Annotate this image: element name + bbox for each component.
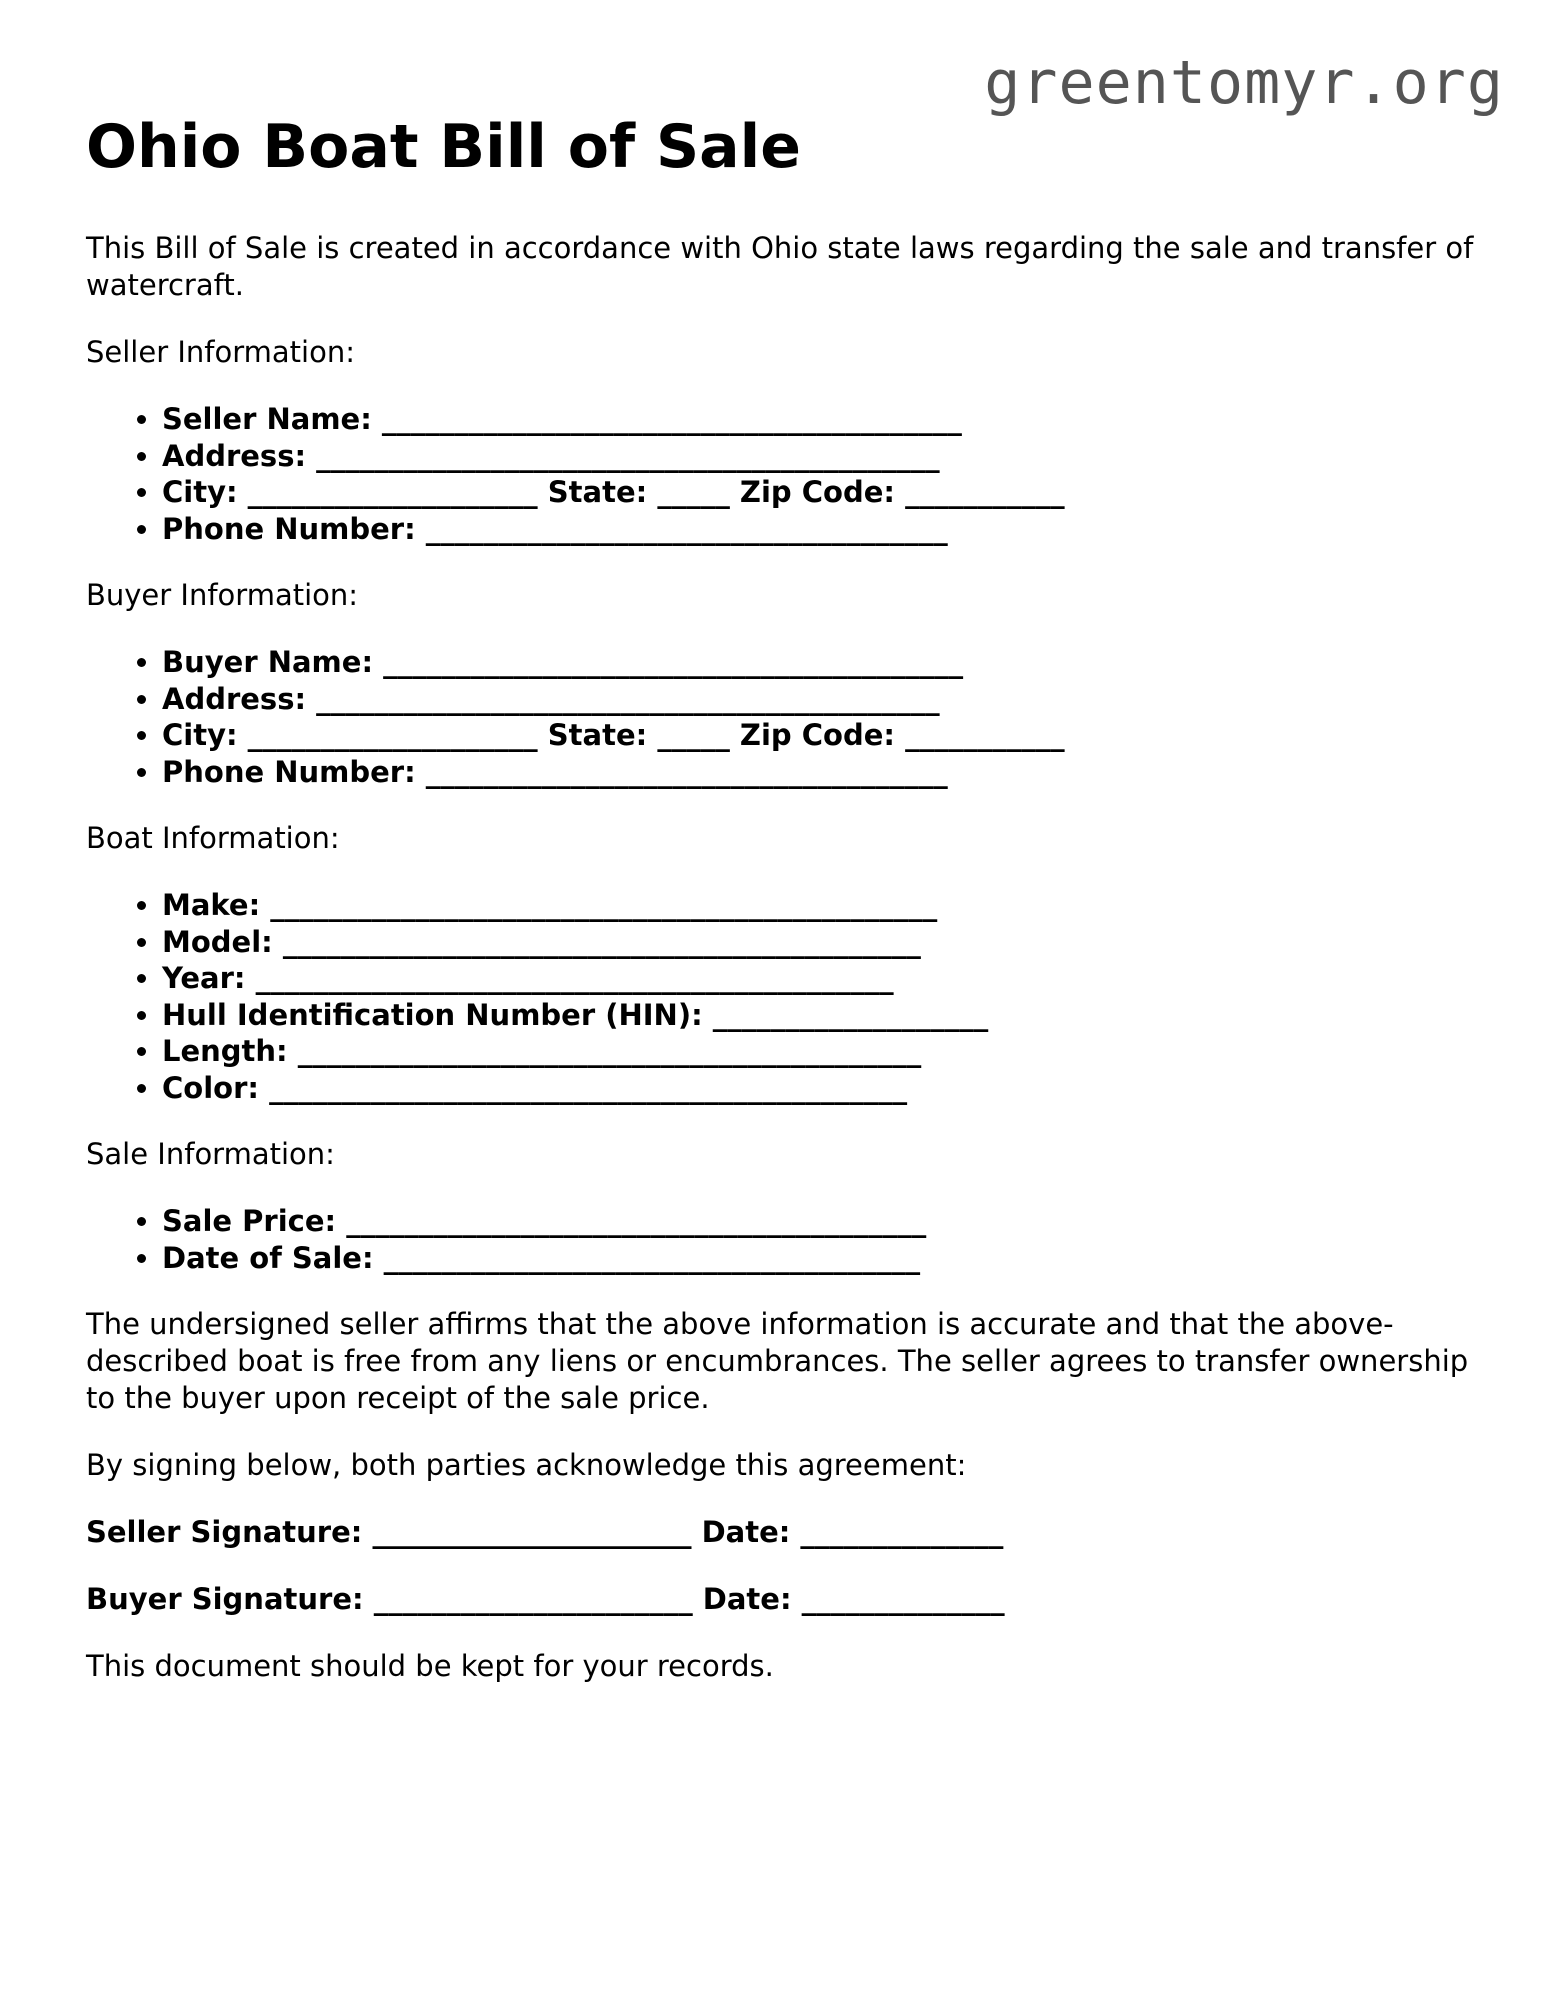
boat-section-heading: Boat Information: [86,821,340,855]
buyer-phone-field[interactable]: • Phone Number: ____________________________________ [162,754,1486,791]
boat-year-field[interactable]: • Year: ____________________________________________ [162,960,1486,997]
boat-fields-list [86,887,1486,1106]
affirmation-paragraph: The undersigned seller affirms that the above information is accurate and that the above-described boat is free from any liens or encumbrances. The seller agrees to transfer ownership to the buyer upon receipt of the sale price. [86,1307,1469,1415]
site-watermark: greentomyr.org [984,48,1504,118]
sale-date-field[interactable]: • Date of Sale: _____________________________________ [162,1240,1486,1277]
sale-fields-list [86,1203,1486,1276]
seller-signature-line[interactable]: Seller Signature: ______________________ Date: ______________ [86,1515,1004,1549]
seller-city-state-zip-field[interactable]: • City: ____________________ State: _____ Zip Code: ___________ [162,474,1486,511]
buyer-signature-line[interactable]: Buyer Signature: ______________________ Date: ______________ [86,1582,1005,1616]
boat-model-field[interactable]: • Model: ____________________________________________ [162,924,1486,961]
sale-section-heading: Sale Information: [86,1137,335,1171]
boat-make-field[interactable]: • Make: ______________________________________________ [162,887,1486,924]
intro-paragraph: This Bill of Sale is created in accordance with Ohio state laws regarding the sale and transfer of watercraft. [86,231,1474,302]
buyer-name-field[interactable]: • Buyer Name: ________________________________________ [162,644,1486,681]
seller-fields-list [86,401,1486,547]
seller-address-field[interactable]: • Address: ___________________________________________ [162,438,1486,475]
buyer-address-field[interactable]: • Address: ___________________________________________ [162,681,1486,718]
buyer-section-heading: Buyer Information: [86,578,359,612]
boat-color-field[interactable]: • Color: ____________________________________________ [162,1070,1486,1107]
document-body [86,108,1486,1715]
seller-phone-field[interactable]: • Phone Number: ____________________________________ [162,511,1486,548]
seller-section-heading: Seller Information: [86,335,355,369]
boat-length-field[interactable]: • Length: ___________________________________________ [162,1033,1486,1070]
acknowledge-paragraph: By signing below, both parties acknowledge this agreement: [86,1448,967,1482]
page-title: Ohio Boat Bill of Sale [86,112,801,182]
footer-note: This document should be kept for your records. [86,1649,774,1683]
buyer-city-state-zip-field[interactable]: • City: ____________________ State: _____ Zip Code: ___________ [162,717,1486,754]
seller-name-field[interactable]: • Seller Name: ________________________________________ [162,401,1486,438]
boat-hin-field[interactable]: • Hull Identification Number (HIN): ___________________ [162,997,1486,1034]
buyer-fields-list [86,644,1486,790]
sale-price-field[interactable]: • Sale Price: ________________________________________ [162,1203,1486,1240]
